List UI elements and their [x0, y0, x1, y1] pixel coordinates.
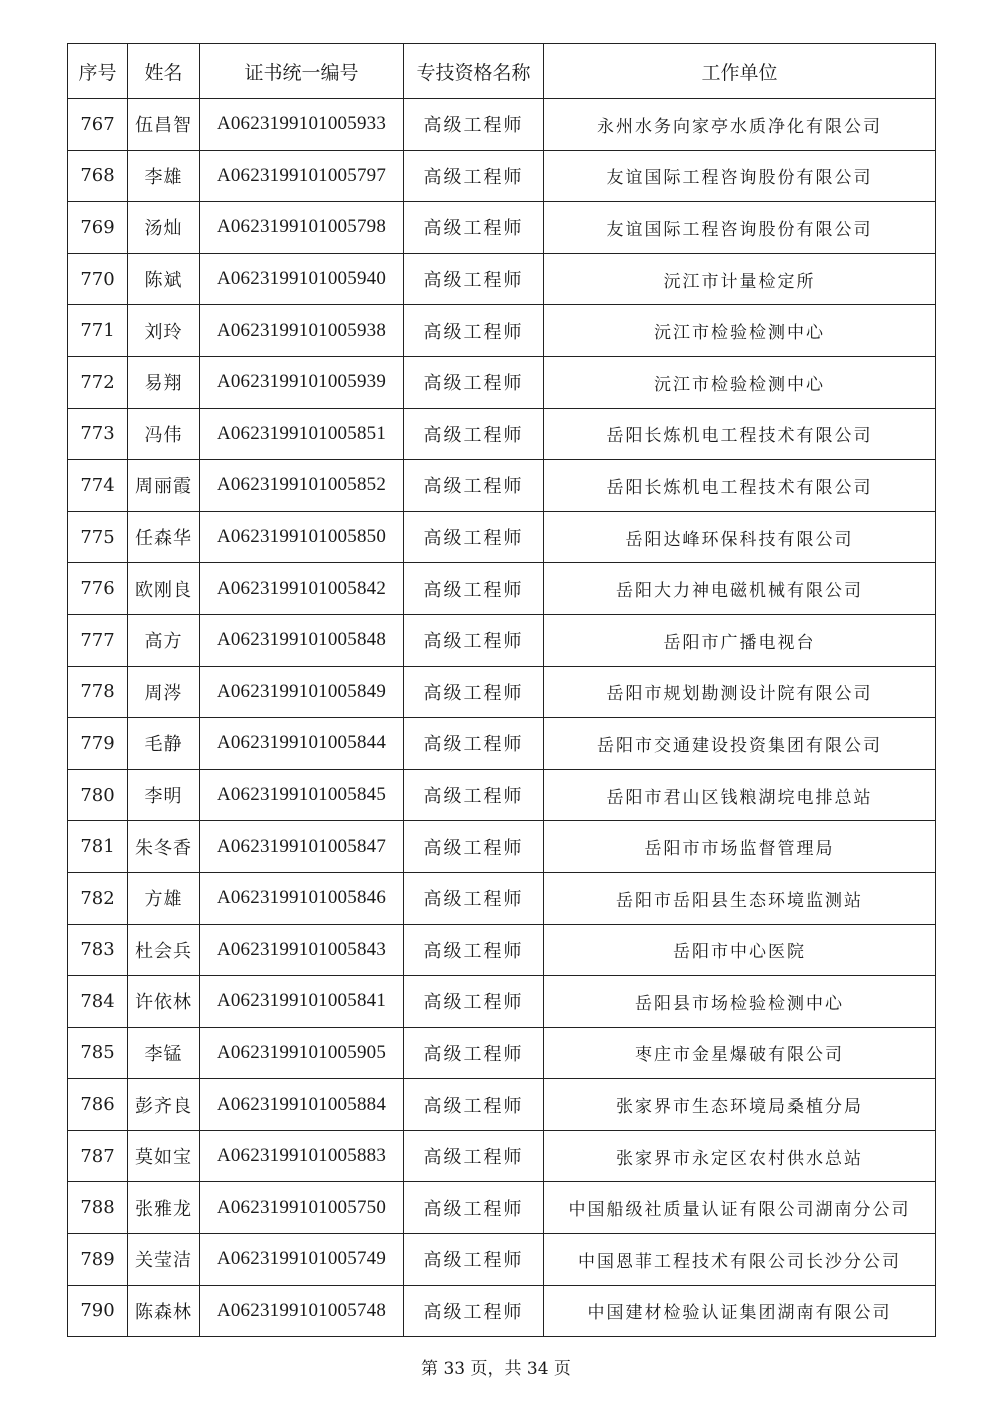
- cell-qualification: 高级工程师: [404, 356, 544, 408]
- cell-cert-number: A0623199101005905: [200, 1027, 404, 1079]
- cell-qualification: 高级工程师: [404, 872, 544, 924]
- cell-qualification: 高级工程师: [404, 666, 544, 718]
- cell-seq: 770: [68, 253, 128, 305]
- header-cert-number: 证书统一编号: [200, 44, 404, 99]
- cell-seq: 780: [68, 769, 128, 821]
- header-employer: 工作单位: [544, 44, 936, 99]
- cell-seq: 790: [68, 1285, 128, 1337]
- table-row: [68, 563, 936, 615]
- cell-cert-number: A0623199101005842: [200, 563, 404, 615]
- cell-name: 周涔: [128, 666, 200, 718]
- cell-qualification: 高级工程师: [404, 769, 544, 821]
- cell-name: 杜会兵: [128, 924, 200, 976]
- cell-qualification: 高级工程师: [404, 202, 544, 254]
- table-body: [68, 99, 936, 1337]
- cell-seq: 783: [68, 924, 128, 976]
- header-name: 姓名: [128, 44, 200, 99]
- cell-qualification: 高级工程师: [404, 253, 544, 305]
- cell-name: 李锰: [128, 1027, 200, 1079]
- cell-employer: 岳阳市市场监督管理局: [544, 821, 936, 873]
- cell-seq: 773: [68, 408, 128, 460]
- cell-seq: 778: [68, 666, 128, 718]
- cell-cert-number: A0623199101005849: [200, 666, 404, 718]
- cell-cert-number: A0623199101005939: [200, 356, 404, 408]
- header-seq: 序号: [68, 44, 128, 99]
- cell-qualification: 高级工程师: [404, 1027, 544, 1079]
- cell-seq: 774: [68, 460, 128, 512]
- table-row: [68, 1234, 936, 1286]
- cell-name: 毛静: [128, 718, 200, 770]
- cell-name: 许依林: [128, 976, 200, 1028]
- cell-name: 陈斌: [128, 253, 200, 305]
- cell-seq: 779: [68, 718, 128, 770]
- table-row: [68, 99, 936, 151]
- cell-employer: 中国建材检验认证集团湖南有限公司: [544, 1285, 936, 1337]
- table-row: [68, 614, 936, 666]
- table-header-row: [68, 44, 936, 99]
- cell-cert-number: A0623199101005883: [200, 1130, 404, 1182]
- table-row: [68, 1285, 936, 1337]
- cell-cert-number: A0623199101005843: [200, 924, 404, 976]
- cell-employer: 沅江市检验检测中心: [544, 305, 936, 357]
- cell-employer: 岳阳市广播电视台: [544, 614, 936, 666]
- cell-seq: 785: [68, 1027, 128, 1079]
- cell-name: 关莹洁: [128, 1234, 200, 1286]
- cell-qualification: 高级工程师: [404, 1079, 544, 1131]
- cell-qualification: 高级工程师: [404, 563, 544, 615]
- cell-seq: 777: [68, 614, 128, 666]
- cell-cert-number: A0623199101005851: [200, 408, 404, 460]
- table-row: [68, 1027, 936, 1079]
- cell-name: 李明: [128, 769, 200, 821]
- table-row: [68, 666, 936, 718]
- cell-seq: 784: [68, 976, 128, 1028]
- cell-name: 张雅龙: [128, 1182, 200, 1234]
- table-row: [68, 408, 936, 460]
- cell-employer: 岳阳市规划勘测设计院有限公司: [544, 666, 936, 718]
- cell-seq: 769: [68, 202, 128, 254]
- cell-employer: 岳阳长炼机电工程技术有限公司: [544, 460, 936, 512]
- cell-employer: 岳阳市君山区钱粮湖垸电排总站: [544, 769, 936, 821]
- cell-cert-number: A0623199101005844: [200, 718, 404, 770]
- cell-employer: 岳阳市交通建设投资集团有限公司: [544, 718, 936, 770]
- cell-seq: 787: [68, 1130, 128, 1182]
- cell-cert-number: A0623199101005748: [200, 1285, 404, 1337]
- cell-qualification: 高级工程师: [404, 1182, 544, 1234]
- table-row: [68, 202, 936, 254]
- cell-qualification: 高级工程师: [404, 718, 544, 770]
- cell-qualification: 高级工程师: [404, 976, 544, 1028]
- table-row: [68, 305, 936, 357]
- cell-employer: 岳阳长炼机电工程技术有限公司: [544, 408, 936, 460]
- cell-cert-number: A0623199101005846: [200, 872, 404, 924]
- cell-cert-number: A0623199101005940: [200, 253, 404, 305]
- cell-employer: 枣庄市金星爆破有限公司: [544, 1027, 936, 1079]
- cell-name: 刘玲: [128, 305, 200, 357]
- table-row: [68, 460, 936, 512]
- cell-qualification: 高级工程师: [404, 305, 544, 357]
- table-row: [68, 150, 936, 202]
- cell-name: 冯伟: [128, 408, 200, 460]
- cell-name: 任森华: [128, 511, 200, 563]
- cell-name: 易翔: [128, 356, 200, 408]
- cell-cert-number: A0623199101005841: [200, 976, 404, 1028]
- table-row: [68, 1079, 936, 1131]
- cell-cert-number: A0623199101005884: [200, 1079, 404, 1131]
- cell-employer: 友谊国际工程咨询股份有限公司: [544, 202, 936, 254]
- cell-qualification: 高级工程师: [404, 821, 544, 873]
- cell-seq: 781: [68, 821, 128, 873]
- table-row: [68, 1182, 936, 1234]
- table-row: [68, 924, 936, 976]
- header-qualification: 专技资格名称: [404, 44, 544, 99]
- cell-name: 方雄: [128, 872, 200, 924]
- cell-qualification: 高级工程师: [404, 511, 544, 563]
- cell-qualification: 高级工程师: [404, 150, 544, 202]
- cell-name: 李雄: [128, 150, 200, 202]
- cell-cert-number: A0623199101005749: [200, 1234, 404, 1286]
- cell-cert-number: A0623199101005845: [200, 769, 404, 821]
- cell-seq: 789: [68, 1234, 128, 1286]
- table-row: [68, 718, 936, 770]
- cell-name: 周丽霞: [128, 460, 200, 512]
- cell-cert-number: A0623199101005750: [200, 1182, 404, 1234]
- cell-employer: 岳阳市中心医院: [544, 924, 936, 976]
- cell-qualification: 高级工程师: [404, 1234, 544, 1286]
- table-row: [68, 1130, 936, 1182]
- cell-employer: 张家界市永定区农村供水总站: [544, 1130, 936, 1182]
- cell-employer: 永州水务向家亭水质净化有限公司: [544, 99, 936, 151]
- cell-employer: 中国恩菲工程技术有限公司长沙分公司: [544, 1234, 936, 1286]
- cell-cert-number: A0623199101005933: [200, 99, 404, 151]
- cell-employer: 中国船级社质量认证有限公司湖南分公司: [544, 1182, 936, 1234]
- cell-cert-number: A0623199101005850: [200, 511, 404, 563]
- cell-name: 莫如宝: [128, 1130, 200, 1182]
- table-row: [68, 511, 936, 563]
- cell-employer: 沅江市检验检测中心: [544, 356, 936, 408]
- cell-cert-number: A0623199101005852: [200, 460, 404, 512]
- cell-cert-number: A0623199101005798: [200, 202, 404, 254]
- page-footer: 第 33 页，共 34 页: [421, 1359, 571, 1379]
- cell-employer: 沅江市计量检定所: [544, 253, 936, 305]
- table-row: [68, 253, 936, 305]
- cell-seq: 786: [68, 1079, 128, 1131]
- table-row: [68, 356, 936, 408]
- cell-employer: 张家界市生态环境局桑植分局: [544, 1079, 936, 1131]
- cell-seq: 782: [68, 872, 128, 924]
- certificate-table: [67, 43, 936, 1337]
- cell-employer: 岳阳县市场检验检测中心: [544, 976, 936, 1028]
- cell-name: 朱冬香: [128, 821, 200, 873]
- cell-qualification: 高级工程师: [404, 99, 544, 151]
- certificate-list-sheet: [67, 43, 935, 1337]
- cell-employer: 岳阳大力神电磁机械有限公司: [544, 563, 936, 615]
- cell-seq: 775: [68, 511, 128, 563]
- cell-seq: 776: [68, 563, 128, 615]
- cell-seq: 772: [68, 356, 128, 408]
- cell-seq: 771: [68, 305, 128, 357]
- cell-name: 高方: [128, 614, 200, 666]
- cell-seq: 768: [68, 150, 128, 202]
- cell-seq: 788: [68, 1182, 128, 1234]
- cell-cert-number: A0623199101005938: [200, 305, 404, 357]
- cell-seq: 767: [68, 99, 128, 151]
- cell-qualification: 高级工程师: [404, 1130, 544, 1182]
- cell-name: 彭齐良: [128, 1079, 200, 1131]
- cell-employer: 友谊国际工程咨询股份有限公司: [544, 150, 936, 202]
- cell-name: 陈森林: [128, 1285, 200, 1337]
- table-row: [68, 821, 936, 873]
- cell-cert-number: A0623199101005847: [200, 821, 404, 873]
- cell-cert-number: A0623199101005848: [200, 614, 404, 666]
- cell-qualification: 高级工程师: [404, 614, 544, 666]
- cell-cert-number: A0623199101005797: [200, 150, 404, 202]
- cell-name: 欧刚良: [128, 563, 200, 615]
- table-row: [68, 976, 936, 1028]
- table-row: [68, 872, 936, 924]
- table-row: [68, 769, 936, 821]
- cell-qualification: 高级工程师: [404, 924, 544, 976]
- cell-qualification: 高级工程师: [404, 460, 544, 512]
- cell-qualification: 高级工程师: [404, 1285, 544, 1337]
- cell-name: 汤灿: [128, 202, 200, 254]
- cell-qualification: 高级工程师: [404, 408, 544, 460]
- cell-employer: 岳阳市岳阳县生态环境监测站: [544, 872, 936, 924]
- cell-name: 伍昌智: [128, 99, 200, 151]
- cell-employer: 岳阳达峰环保科技有限公司: [544, 511, 936, 563]
